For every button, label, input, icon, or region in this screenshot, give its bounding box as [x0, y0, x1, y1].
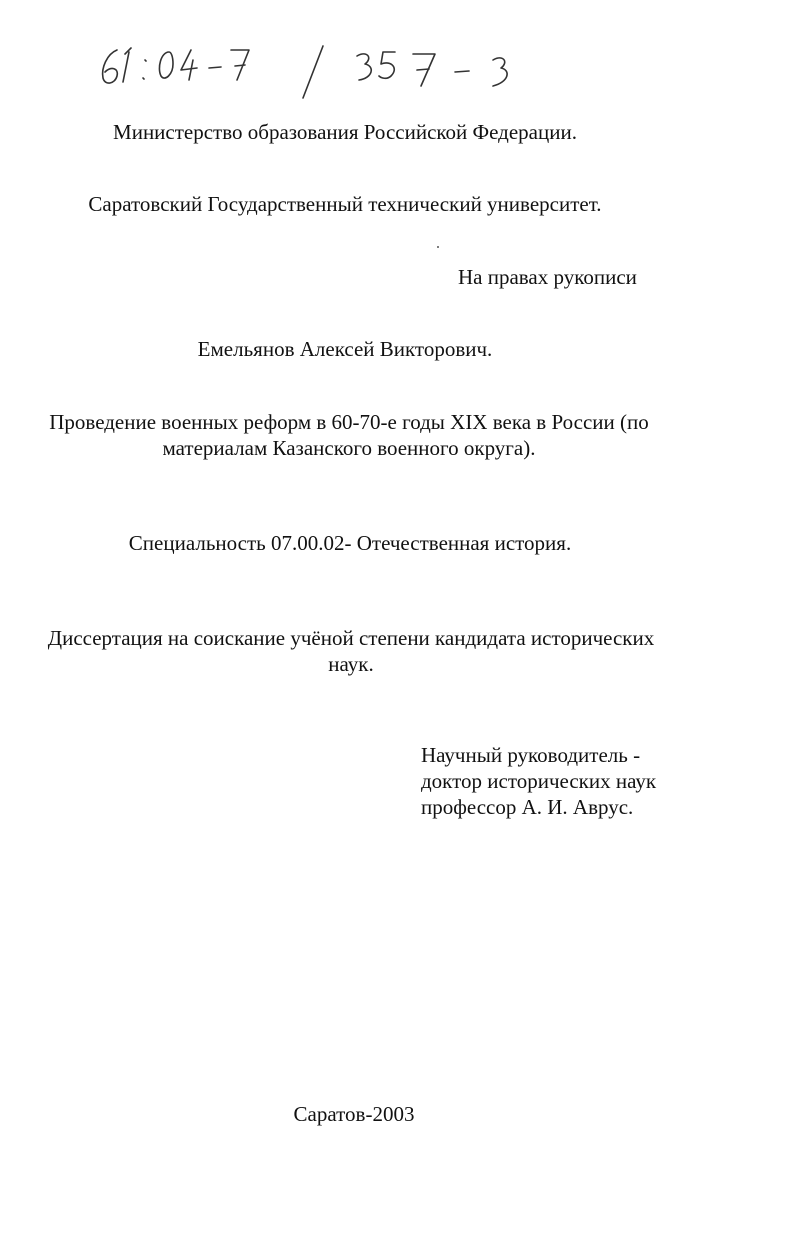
- specialty-line: Специальность 07.00.02- Отечественная история.: [128, 531, 572, 555]
- dissertation-line-1: Диссертация на соискание учёной степени кандидата исторических: [47, 626, 655, 650]
- supervisor-line-2: доктор исторических наук: [421, 769, 657, 793]
- city-year: Саратов-2003: [293, 1102, 415, 1126]
- supervisor-line-1: Научный руководитель -: [421, 743, 641, 767]
- title-line-1: Проведение военных реформ в 60-70-е годы XIX века в России (по: [49, 410, 649, 434]
- dissertation-line-2: наук.: [328, 652, 374, 676]
- manuscript-note: На правах рукописи: [458, 265, 637, 289]
- university-line: Саратовский Государственный технический университет.: [88, 192, 602, 216]
- ministry-line: Министерство образования Российской Федерации.: [113, 120, 577, 144]
- handwritten-archive-number: [95, 38, 535, 108]
- supervisor-line-3: профессор А. И. Аврус.: [421, 795, 634, 819]
- title-line-2: материалам Казанского военного округа).: [162, 436, 536, 460]
- author-name: Емельянов Алексей Викторович.: [197, 337, 493, 361]
- scan-speck: [437, 246, 439, 248]
